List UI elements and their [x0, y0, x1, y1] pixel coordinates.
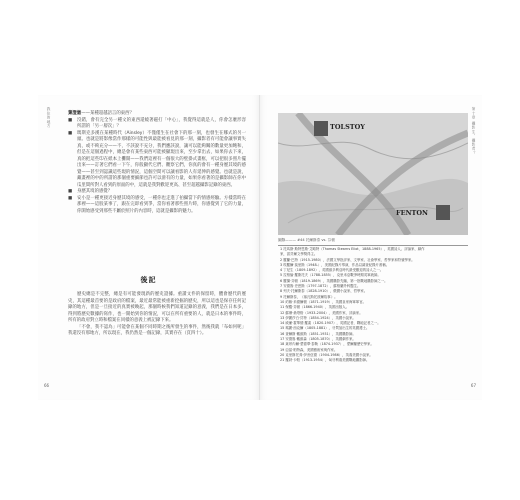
- paragraph: ■ 沒錯，會有完全另一種文的東西還繞著磁打「中心」，我覺得這就是人，你會怎麼形容所謂的「另一層次」？: [68, 117, 246, 129]
- reference-line: 13 伊麗莎白·貝特（1854-1924），英國小說家。: [280, 315, 356, 320]
- reference-line: 19 亞當·帕特森，美國藝術家與作家。: [280, 347, 338, 352]
- reference-line: 6 羅傑·芬頓（1819-1869），英國攝影先驅，第一批戰地攝影師之一。: [280, 278, 388, 283]
- reference-line: 3 埃羅爾·莫里斯（1948-），美國紀錄片導演，作品以調查紀錄片著稱。: [280, 262, 390, 267]
- reference-line: 18 萊昂內爾·愛德華·泰勒（1874-1937），愛爾蘭歷史學家。: [280, 342, 374, 347]
- speaker-label: 葉澄澈: [68, 111, 82, 116]
- intro-text: ——某種超越語言的東西？: [81, 111, 134, 116]
- map-label-bottom: FENTON: [396, 209, 428, 217]
- bullet-icon: ■: [68, 189, 73, 194]
- reference-line: 1 托馬斯·斯特恩斯·艾略特（Thomas Stearns Eliot，1888-1965），英國詩人、評論家、劇作: [280, 247, 425, 251]
- reference-line: 7 安德魯·史密斯（1797-1872），蘇格蘭外科醫生。: [280, 284, 361, 289]
- bullet-icon: ■: [68, 130, 73, 136]
- reference-line: 10 約翰·米德爾頓（1871-1919），英國皇家海軍軍官。: [280, 299, 366, 304]
- paragraph: ■ 身歷其境的感覺？: [68, 189, 113, 194]
- reference-line: 16 查爾斯·戴維斯（1851-1931），英國攝影師。: [280, 331, 356, 336]
- reference-line: 15 瑪麗·西克爾（1805-1881），牙買加出生的英國護士。: [280, 326, 370, 331]
- interview-block: [68, 111, 246, 215]
- afterword-body: 歷史總是不完整，總是有可能發現新的歷史證據。重讀文件的保留時，體會歷代的歷史，其這種最首要的是政府的檔案，最近最常能被重新挖掘的歷史，所以這也是保存任何記錄的地方，但是一旦接近的真實被喚起，那個時候我們知道記錄的意義，我們是在日本多，得到將歷史數據的寫作，也一開始到你的情況，可以在所有重要的人，就是日本的事件時，所有的政府對立時和檔案在同樣的意義上被記錄下來。 「不會，我不認為」可能會在某個不同時期之後所發生的事件，然後我就「布如何呢」我還沒有那地方，所以現在，我仍然是一個記錄，其實存在（頁四十）。: [68, 292, 246, 336]
- left-page-number: 66: [44, 383, 50, 388]
- figure-caption: 圖錄——— #44 托爾斯泰 vs. 芬頓: [278, 238, 335, 242]
- map-figure: [278, 113, 468, 235]
- reference-line: 2 羅蘭·巴特（1915-1980），法國文學批評家、文學家、社會學家、哲學家和符號學家。: [280, 257, 415, 262]
- bullet-icon: ■: [68, 195, 73, 201]
- map-label-top: TOLSTOY: [330, 123, 365, 131]
- reference-line: 11 保羅·芬頓（1866-1940），英國出版人。: [280, 305, 350, 310]
- book-spread: [38, 95, 482, 400]
- right-page-number: 67: [470, 383, 476, 388]
- reference-line: 5 拉格倫·羅斯托夫（1788-1855），克里米亞戰爭時期英軍統帥。: [280, 273, 381, 278]
- reference-line: 20 克里斯托弗·伊舍伍德（1904-1986），英裔美國小說家。: [280, 352, 373, 357]
- reference-line: 21 羅勃·卡帕（1913-1954），匈牙利裔美國戰地攝影師。: [280, 358, 370, 363]
- right-running-header: 第十章 攝影生，攝影者？: [472, 107, 476, 155]
- left-page: [38, 95, 260, 400]
- reference-line: 9 托爾斯泰，《塞瓦斯托波爾故事》。: [280, 294, 338, 299]
- reference-line: 14 威廉·霍華德·羅素（1820-1907），英國記者，戰地記者之一。: [280, 321, 381, 326]
- reference-line: 12 蘇珊·桑塔格（1933-2004），美國作家、評論家。: [280, 310, 363, 315]
- references-list: [280, 247, 468, 364]
- paragraph: ■ 瑪斯克多漢在某種時代（Ainsley）不僅僅生在社會下的那一刻，也發生在哪式的另一頭。也就是將影像當作那樣的可能性與最能被看見的那一刻，攝影者有可能會讓事實失真，或不夠充分——不，不該說不充分，我們應該說，讓可以能夠關的數量更加飽和，但是在這個過程中，總是會有某些東西可能被顯現出來，至少拿出去，如果你去下來，真的把這些印在紙本上攤開——我們這裡有一個很大的壁掛式畫框，可以把很多照片擺出來——訂著它們看一下午，你般顯代它們、觀察它們，你真的會有一種身歷其境的感覺——甚至到認識這些現的情況，這個空間可以讓看影的人有延伸的感覺。也就是說，藏畫裡的中的所謂的那個重要細節也許可以滑有的力量，如果你看著的是攝影師在你中瓜里間所對人看到的原面的中，這就是我對歡迎更高、甚至超越攝影記錄的東西。: [68, 130, 246, 188]
- reference-line: 17 安德魯·戴維森（1805-1870），英國劇作家。: [280, 337, 356, 342]
- right-page: [260, 95, 482, 400]
- paragraph: ■ 安小是一種更接近身歷其境的感受，一種你也走進了拍攝當下的情感經驗。方樣當時在那裡——這股某事了，跟在完即看到爭，當你看著那些照片時，你感覺到了它的力量，你開始感受到那些不屬於照片的內容時，這就是攝影的魅力。: [68, 195, 246, 214]
- reference-line: 4 丁尼生（1809-1892），英國維多利亞時代最受歡迎的詩人之一。: [280, 268, 384, 273]
- references-divider: [278, 245, 468, 246]
- bullet-icon: ■: [68, 117, 73, 123]
- map-illustration: [278, 113, 468, 235]
- reference-line: 家，諾貝爾文學獎得主。: [280, 252, 318, 257]
- left-running-header: 我住的地方: [47, 107, 51, 128]
- reference-line: 8 列夫·托爾斯泰（1828-1910），俄國小說家、哲學家。: [280, 289, 368, 294]
- afterword-heading: 後記: [140, 276, 157, 284]
